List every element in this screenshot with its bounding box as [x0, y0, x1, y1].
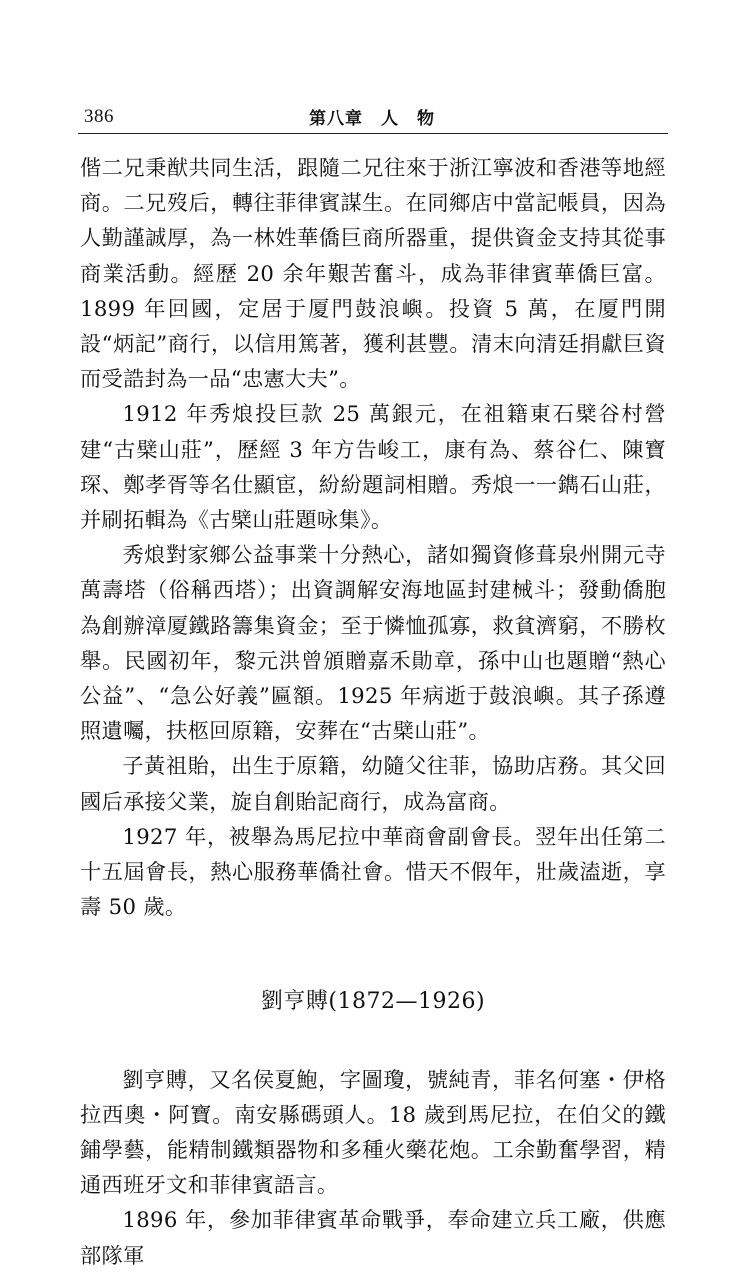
paragraph-son: 子黃祖貽，出生于原籍，幼隨父往菲，協助店務。其父回國后承接父業，旋自創貽記商行，成為富商。 — [80, 753, 666, 814]
page-number: 386 — [84, 106, 114, 127]
section-title: 劉亨賻(1872—1926) — [260, 989, 486, 1015]
paragraph-chamber: 1927 年，被舉為馬尼拉中華商會副會長。翌年出任第二十五屆會長，熱心服務華僑社會。惜天不假年，壯歲溘逝，享壽 50 歲。 — [80, 823, 666, 920]
paragraph-public-welfare: 秀烺對家鄉公益事業十分熱心，諸如獨資修葺泉州開元寺萬壽塔（俗稱西塔）；出資調解安海地區封建械斗；發動僑胞為創辦漳厦鐵路籌集資金；至于憐恤孤寡，救貧濟窮，不勝枚舉。民國初年，黎元洪曾頒贈嘉禾勛章，孫中山也題贈“熱心公益”、“急公好義”匾額。1925 年病逝于鼓浪嶼。其子孫遵照遺囑，扶柩回原籍，安葬在“古檗山莊”。 — [80, 542, 666, 744]
running-head: 第八章 人 物 — [309, 109, 435, 129]
header-rule — [78, 133, 668, 134]
body-text — [80, 150, 666, 1273]
paragraph-revolution: 1896 年，參加菲律賓革命戰爭，奉命建立兵工廠，供應部隊軍 — [80, 1207, 666, 1268]
paragraph-continued: 偕二兄秉猷共同生活，跟隨二兄往來于浙江寧波和香港等地經商。二兄歿后，轉往菲律賓謀生。在同鄉店中當記帳員，因為人勤謹誠厚，為一林姓華僑巨商所器重，提供資金支持其從事商業活動。經歷 20 余年艱苦奮斗，成為菲律賓華僑巨富。1899 年回國，定居于厦門鼓浪嶼。投資 5 萬，在厦門開設“炳記”商行，以信用篤著，獲利甚豐。清末向清廷捐獻巨資而受誥封為一品“忠憲大夫”。 — [80, 155, 666, 392]
page-header — [78, 104, 666, 130]
paragraph-biography-intro: 劉亨賻，又名侯夏鮑，字圖瓊，號純青，菲名何塞・伊格拉西奧・阿寶。南安縣碼頭人。18 歲到馬尼拉，在伯父的鐵鋪學藝，能精制鐵類器物和多種火藥花炮。工余勤奮學習，精通西班牙文和菲律賓語言。 — [80, 1066, 666, 1198]
paragraph-shan-zhuang: 1912 年秀烺投巨款 25 萬銀元，在祖籍東石檗谷村營建“古檗山莊”，歷經 3 年方告峻工，康有為、蔡谷仁、陳寶琛、鄭孝胥等名仕顯宦，紛紛題詞相贈。秀烺一一鐫石山莊，并刷拓輯為《古檗山莊題咏集》。 — [80, 401, 666, 533]
